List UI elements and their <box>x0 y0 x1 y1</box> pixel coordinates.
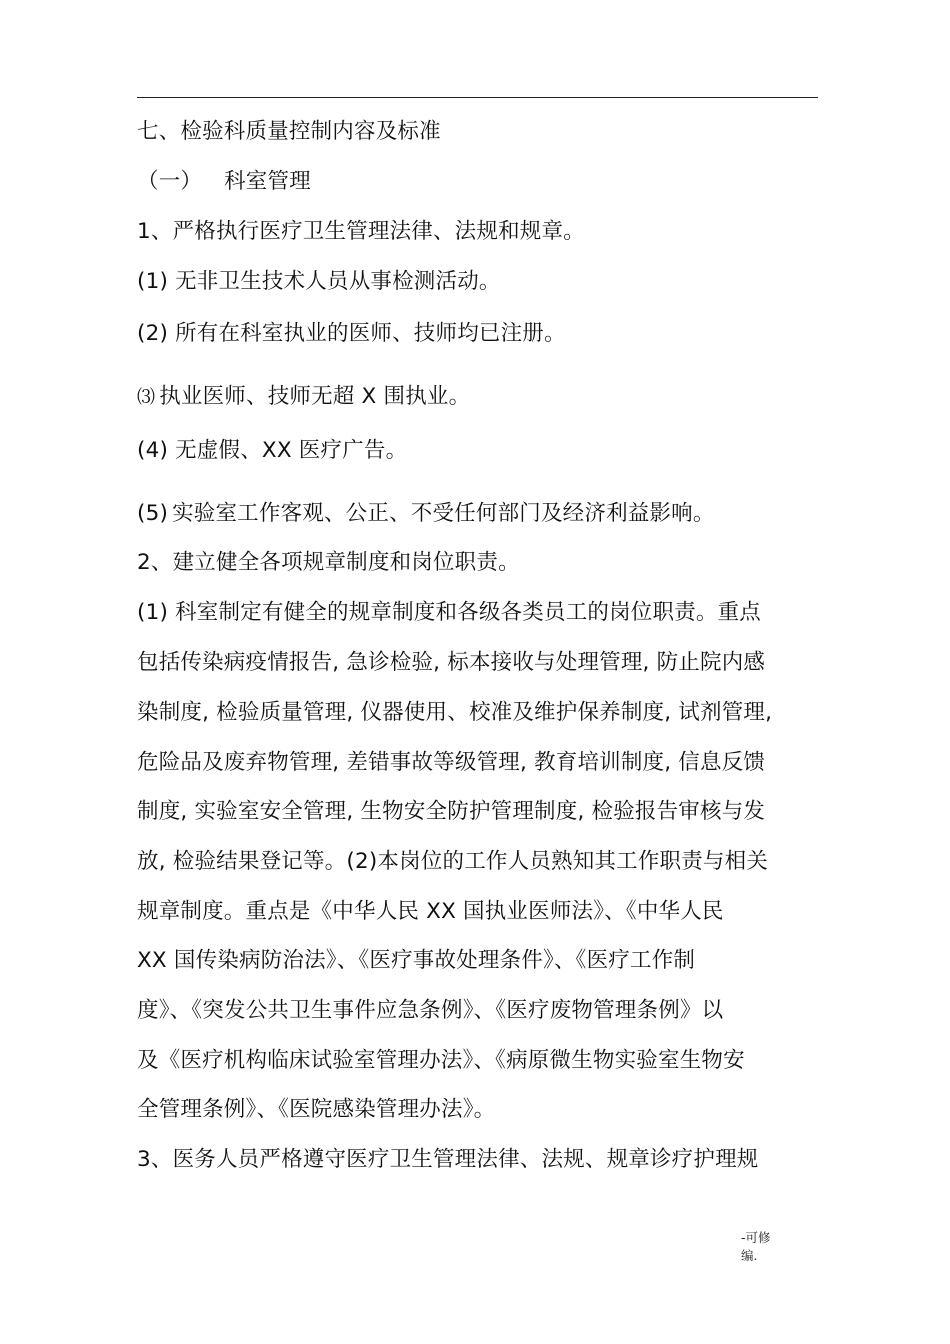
paragraph-line: 2、建立健全各项规章制度和岗位职责。 <box>137 550 520 575</box>
footer-line: 编. <box>741 1248 758 1263</box>
paragraph-line: 制度, 实验室安全管理, 生物安全防护管理制度, 检验报告审核与发 <box>137 799 766 824</box>
page-footer <box>741 1229 771 1265</box>
paragraph-line: 全管理条例》、《医院感染管理办法》。 <box>137 1097 496 1122</box>
paragraph-line: 度》、《突发公共卫生事件应急条例》、《医疗废物管理条例》以 <box>137 998 724 1023</box>
paragraph-line <box>137 503 715 525</box>
paragraph-line: XX 国传染病防治法》、《医疗事故处理条件》、《医疗工作制 <box>137 948 696 973</box>
subsection-title: 科室管理 <box>224 169 311 194</box>
item-text: 实验室工作客观、公正、不受任何部门及经济利益影响。 <box>172 501 715 526</box>
paragraph-line: 规章制度。重点是《中华人民 XX 国执业医师法》、《中华人民 <box>137 899 724 924</box>
header-rule <box>137 97 818 98</box>
section-title: 七、检验科质量控制内容及标准 <box>137 119 441 144</box>
subsection-heading <box>137 171 311 193</box>
subsection-number: （一） <box>137 169 203 194</box>
item-text: 执业医师、技师无超 X 围执业。 <box>159 384 471 409</box>
paragraph-line <box>137 386 470 408</box>
item-number: (5) <box>137 501 169 526</box>
paragraph-line: (4) 无虚假、XX 医疗广告。 <box>137 438 408 463</box>
paragraph-line: (1) 科室制定有健全的规章制度和各级各类员工的岗位职责。重点 <box>137 600 761 625</box>
paragraph-line: 染制度, 检验质量管理, 仪器使用、校准及维护保养制度, 试剂管理, <box>137 700 773 725</box>
paragraph-line: 危险品及废弃物管理, 差错事故等级管理, 教育培训制度, 信息反馈 <box>137 750 766 775</box>
paragraph-line: (1) 无非卫生技术人员从事检测活动。 <box>137 269 501 294</box>
paragraph-line: 及《医疗机构临床试验室管理办法》、《病原微生物实验室生物安 <box>137 1048 745 1073</box>
paragraph-line: 3、医务人员严格遵守医疗卫生管理法律、法规、规章诊疗护理规 <box>137 1147 759 1172</box>
paragraph-line: 放, 检验结果登记等。(2)本岗位的工作人员熟知其工作职责与相关 <box>137 849 769 874</box>
item-number: ⑶ <box>137 387 156 408</box>
paragraph-line: 1、严格执行医疗卫生管理法律、法规和规章。 <box>137 219 585 244</box>
footer-line: -可修 <box>741 1230 771 1245</box>
paragraph-line: (2) 所有在科室执业的医师、技师均已注册。 <box>137 321 566 346</box>
paragraph-line: 包括传染病疫情报告, 急诊检验, 标本接收与处理管理, 防止院内感 <box>137 650 766 675</box>
